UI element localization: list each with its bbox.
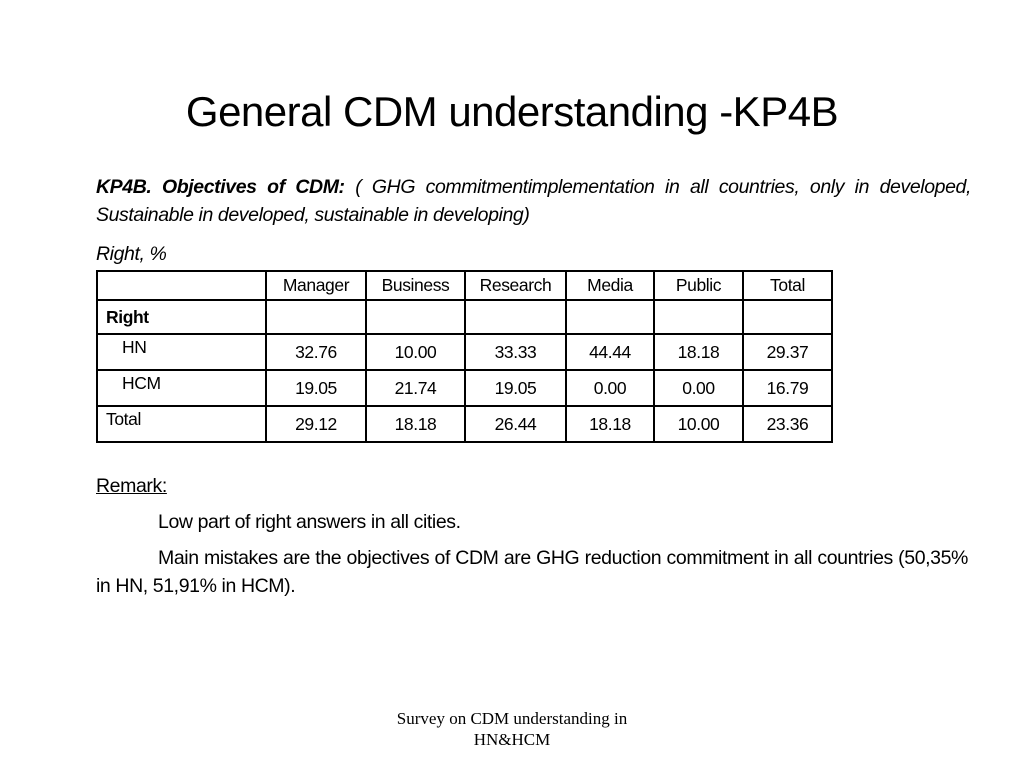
row-label: Total <box>97 406 266 442</box>
table-cell: 23.36 <box>743 406 832 442</box>
table-cell: 10.00 <box>366 334 465 370</box>
header-cell: Total <box>743 271 832 300</box>
footer-line: Survey on CDM understanding in <box>396 709 628 728</box>
header-cell: Research <box>465 271 566 300</box>
table-header-row <box>97 271 832 300</box>
table-row <box>97 300 832 334</box>
table-cell: 0.00 <box>566 370 654 406</box>
table-cell: 44.44 <box>566 334 654 370</box>
table-cell: 29.12 <box>266 406 366 442</box>
table-cell: 26.44 <box>465 406 566 442</box>
header-cell <box>97 271 266 300</box>
table-cell: 32.76 <box>266 334 366 370</box>
question-lead: KP4B. Objectives of CDM: <box>96 176 345 198</box>
table-cell <box>266 300 366 334</box>
table-cell: 18.18 <box>366 406 465 442</box>
table-cell: 18.18 <box>654 334 743 370</box>
table-row <box>97 370 832 406</box>
table-cell: 29.37 <box>743 334 832 370</box>
results-table <box>96 270 833 443</box>
table-cell: 16.79 <box>743 370 832 406</box>
header-cell: Media <box>566 271 654 300</box>
table-cell: 19.05 <box>266 370 366 406</box>
table-cell <box>566 300 654 334</box>
remark-line: Main mistakes are the objectives of CDM are GHG reduction commitment in all countries (50,35% in HN, 51,91% in HCM). <box>96 547 968 597</box>
header-cell: Public <box>654 271 743 300</box>
remark-line: Low part of right answers in all cities. <box>158 511 461 533</box>
table-cell <box>366 300 465 334</box>
footer-line: HN&HCM <box>473 730 551 749</box>
question-description <box>96 173 971 229</box>
table-cell <box>465 300 566 334</box>
row-label: Right <box>97 300 266 334</box>
row-label: HN <box>97 334 266 370</box>
table-cell <box>654 300 743 334</box>
question-options: ( GHG commitmentimplementation in all countries, only in developed, Sustainable in developed, sustainable in developing) <box>96 176 972 226</box>
remark-heading: Remark: <box>96 475 167 497</box>
slide-title: General CDM understanding -KP4B <box>185 88 839 135</box>
header-cell: Manager <box>266 271 366 300</box>
table-cell: 0.00 <box>654 370 743 406</box>
table-cell: 19.05 <box>465 370 566 406</box>
table-row <box>97 406 832 442</box>
row-label: HCM <box>97 370 266 406</box>
header-cell: Business <box>366 271 465 300</box>
table-cell: 33.33 <box>465 334 566 370</box>
table-cell: 10.00 <box>654 406 743 442</box>
table-cell: 18.18 <box>566 406 654 442</box>
table-row <box>97 334 832 370</box>
table-cell: 21.74 <box>366 370 465 406</box>
table-cell <box>743 300 832 334</box>
slide-footer <box>340 708 684 750</box>
unit-label: Right, % <box>96 243 167 265</box>
